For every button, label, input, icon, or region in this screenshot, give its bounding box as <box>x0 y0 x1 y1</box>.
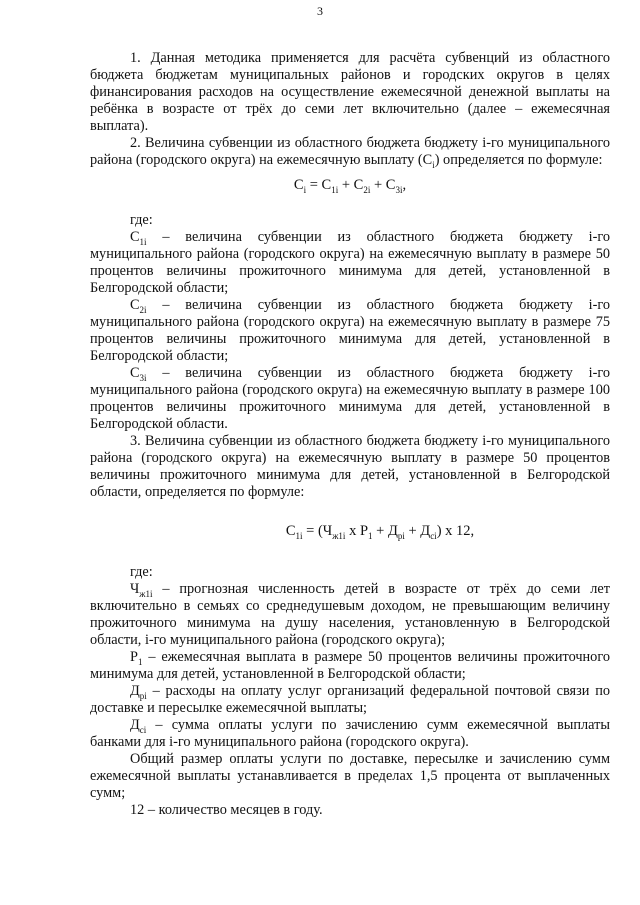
definition-p1: $P_1$ – ежемесячная выплата в размере 50 процентов величины прожиточного минимума для детей, установленной в Белгородской области; <box>90 649 610 682</box>
definition-c3: $C_{3i}$ – величина субвенции из областного бюджета бюджету i-го муниципального района (городского округа) на ежемесячную выплату в размере 100 процентов величины прожиточного минимума для детей, установленной в Белгородской области. <box>90 365 610 432</box>
definition-dp: $Д_{pi}$ – расходы на оплату услуг организаций федеральной почтовой связи по доставке и пересылке ежемесячной выплаты; <box>90 683 610 716</box>
where-label-1: где: <box>130 212 153 228</box>
document-body <box>90 50 610 819</box>
formula-c1i: $C_{1i} = (Ч_{ж1i}$ x $P_1 + Д_{pi} + Д_{ci}$) x 12, <box>285 523 475 541</box>
where-label-2: где: <box>130 564 153 580</box>
definition-c1: $C_{1i}$ – величина субвенции из областного бюджета бюджету i-го муниципального района (городского округа) на ежемесячную выплату в размере 50 процентов величины прожиточного минимума для детей, установленной в Белгородской области; <box>90 229 610 296</box>
formula-total-subvention: $C_i = C_{1i} + C_{2i} + C_{3i}$, <box>293 177 407 195</box>
total-payment-note: Общий размер оплаты услуги по доставке, пересылке и зачислению сумм ежемесячной выплаты устанавливается в пределах 1,5 процента от выплаченных сумм; <box>90 751 610 801</box>
paragraph-3: 3. Величина субвенции из областного бюджета бюджету i-го муниципального района (городского округа) на ежемесячную выплату в размере 50 процентов величины прожиточного минимума для детей, установленной в Белгородской области, определяется по формуле: <box>90 433 610 500</box>
definition-c2: $C_{2i}$ – величина субвенции из областного бюджета бюджету i-го муниципального района (городского округа) на ежемесячную выплату в размере 75 процентов величины прожиточного минимума для детей, установленной в Белгородской области; <box>90 297 610 364</box>
paragraph-1: 1. Данная методика применяется для расчёта субвенций из областного бюджета бюджетам муниципальных районов и городских округов в целях финансирования расходов на осуществление ежемесячной денежной выплаты на ребёнка в возрасте от трёх до семи лет включительно (далее – ежемесячная выплата). <box>90 50 610 134</box>
definition-dc: $Д_{ci}$ – сумма оплаты услуги по зачислению сумм ежемесячной выплаты банками для i-го муниципального района (городского округа). <box>90 717 610 750</box>
definition-ch: $Ч_{ж1i}$ – прогнозная численность детей в возрасте от трёх до семи лет включительно в семьях со среднедушевым доходом, не превышающим величину прожиточного минимума на душу населения, установленную в Белгородской области, i-го муниципального района (городского округа); <box>90 581 610 648</box>
page-number: 3 <box>317 4 323 18</box>
months-note: 12 – количество месяцев в году. <box>130 802 323 818</box>
paragraph-2: 2. Величина субвенции из областного бюджета бюджету i-го муниципального района (городского округа) на ежемесячную выплату $(C_i)$ определяется по формуле: <box>90 135 610 170</box>
